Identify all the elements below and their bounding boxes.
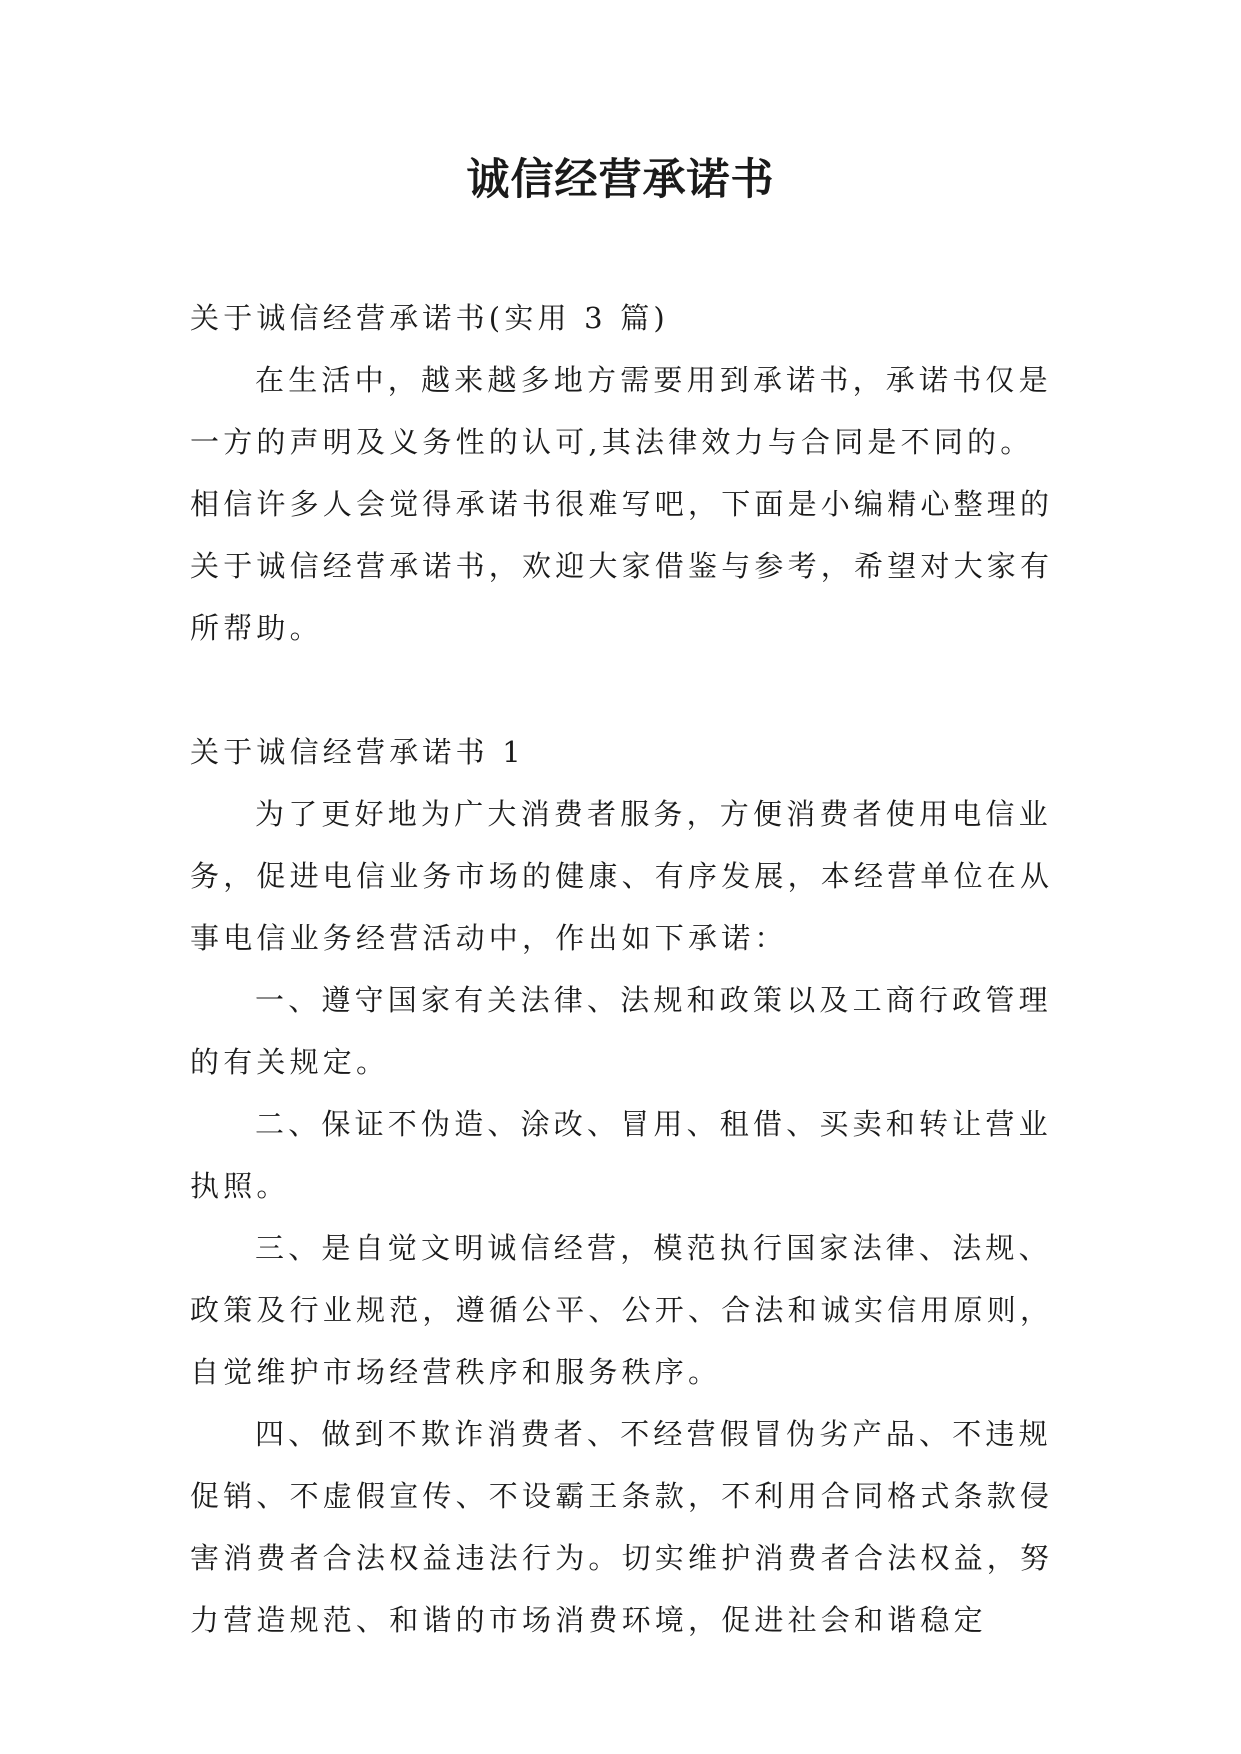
paragraph-line: 一、遵守国家有关法律、法规和政策以及工商行政管理 <box>255 983 1052 1017</box>
paragraph-line: 力营造规范、和谐的市场消费环境，促进社会和谐稳定 <box>190 1603 987 1637</box>
paragraph-line: 一方的声明及义务性的认可,其法律效力与合同是不同的。 <box>190 425 1034 459</box>
paragraph-line: 相信许多人会觉得承诺书很难写吧，下面是小编精心整理的 <box>190 487 1054 521</box>
paragraph-line: 在生活中，越来越多地方需要用到承诺书，承诺书仅是 <box>255 363 1052 397</box>
paragraph-line: 自觉维护市场经营秩序和服务秩序。 <box>190 1355 722 1389</box>
paragraph-line: 害消费者合法权益违法行为。切实维护消费者合法权益，努 <box>190 1541 1054 1575</box>
paragraph-line: 关于诚信经营承诺书，欢迎大家借鉴与参考，希望对大家有 <box>190 549 1054 583</box>
paragraph-line: 三、是自觉文明诚信经营，模范执行国家法律、法规、 <box>255 1231 1052 1265</box>
paragraph-line: 的有关规定。 <box>190 1045 390 1079</box>
paragraph-line: 二、保证不伪造、涂改、冒用、租借、买卖和转让营业 <box>255 1107 1052 1141</box>
subtitle-line: 关于诚信经营承诺书(实用 3 篇) <box>190 301 669 335</box>
paragraph-line: 促销、不虚假宣传、不设霸王条款，不利用合同格式条款侵 <box>190 1479 1054 1513</box>
document-title: 诚信经营承诺书 <box>466 155 775 205</box>
paragraph-line: 为了更好地为广大消费者服务，方便消费者使用电信业 <box>255 797 1052 831</box>
blank-line <box>190 659 1065 721</box>
paragraph-line: 四、做到不欺诈消费者、不经营假冒伪劣产品、不违规 <box>255 1417 1052 1451</box>
paragraph-line: 执照。 <box>190 1169 290 1203</box>
document-body <box>190 287 1065 1651</box>
section-heading: 关于诚信经营承诺书 1 <box>190 735 525 769</box>
paragraph-line: 政策及行业规范，遵循公平、公开、合法和诚实信用原则， <box>190 1293 1054 1327</box>
paragraph-line: 事电信业务经营活动中，作出如下承诺： <box>190 921 788 955</box>
paragraph-line: 务，促进电信业务市场的健康、有序发展，本经营单位在从 <box>190 859 1054 893</box>
paragraph-line: 所帮助。 <box>190 611 323 645</box>
